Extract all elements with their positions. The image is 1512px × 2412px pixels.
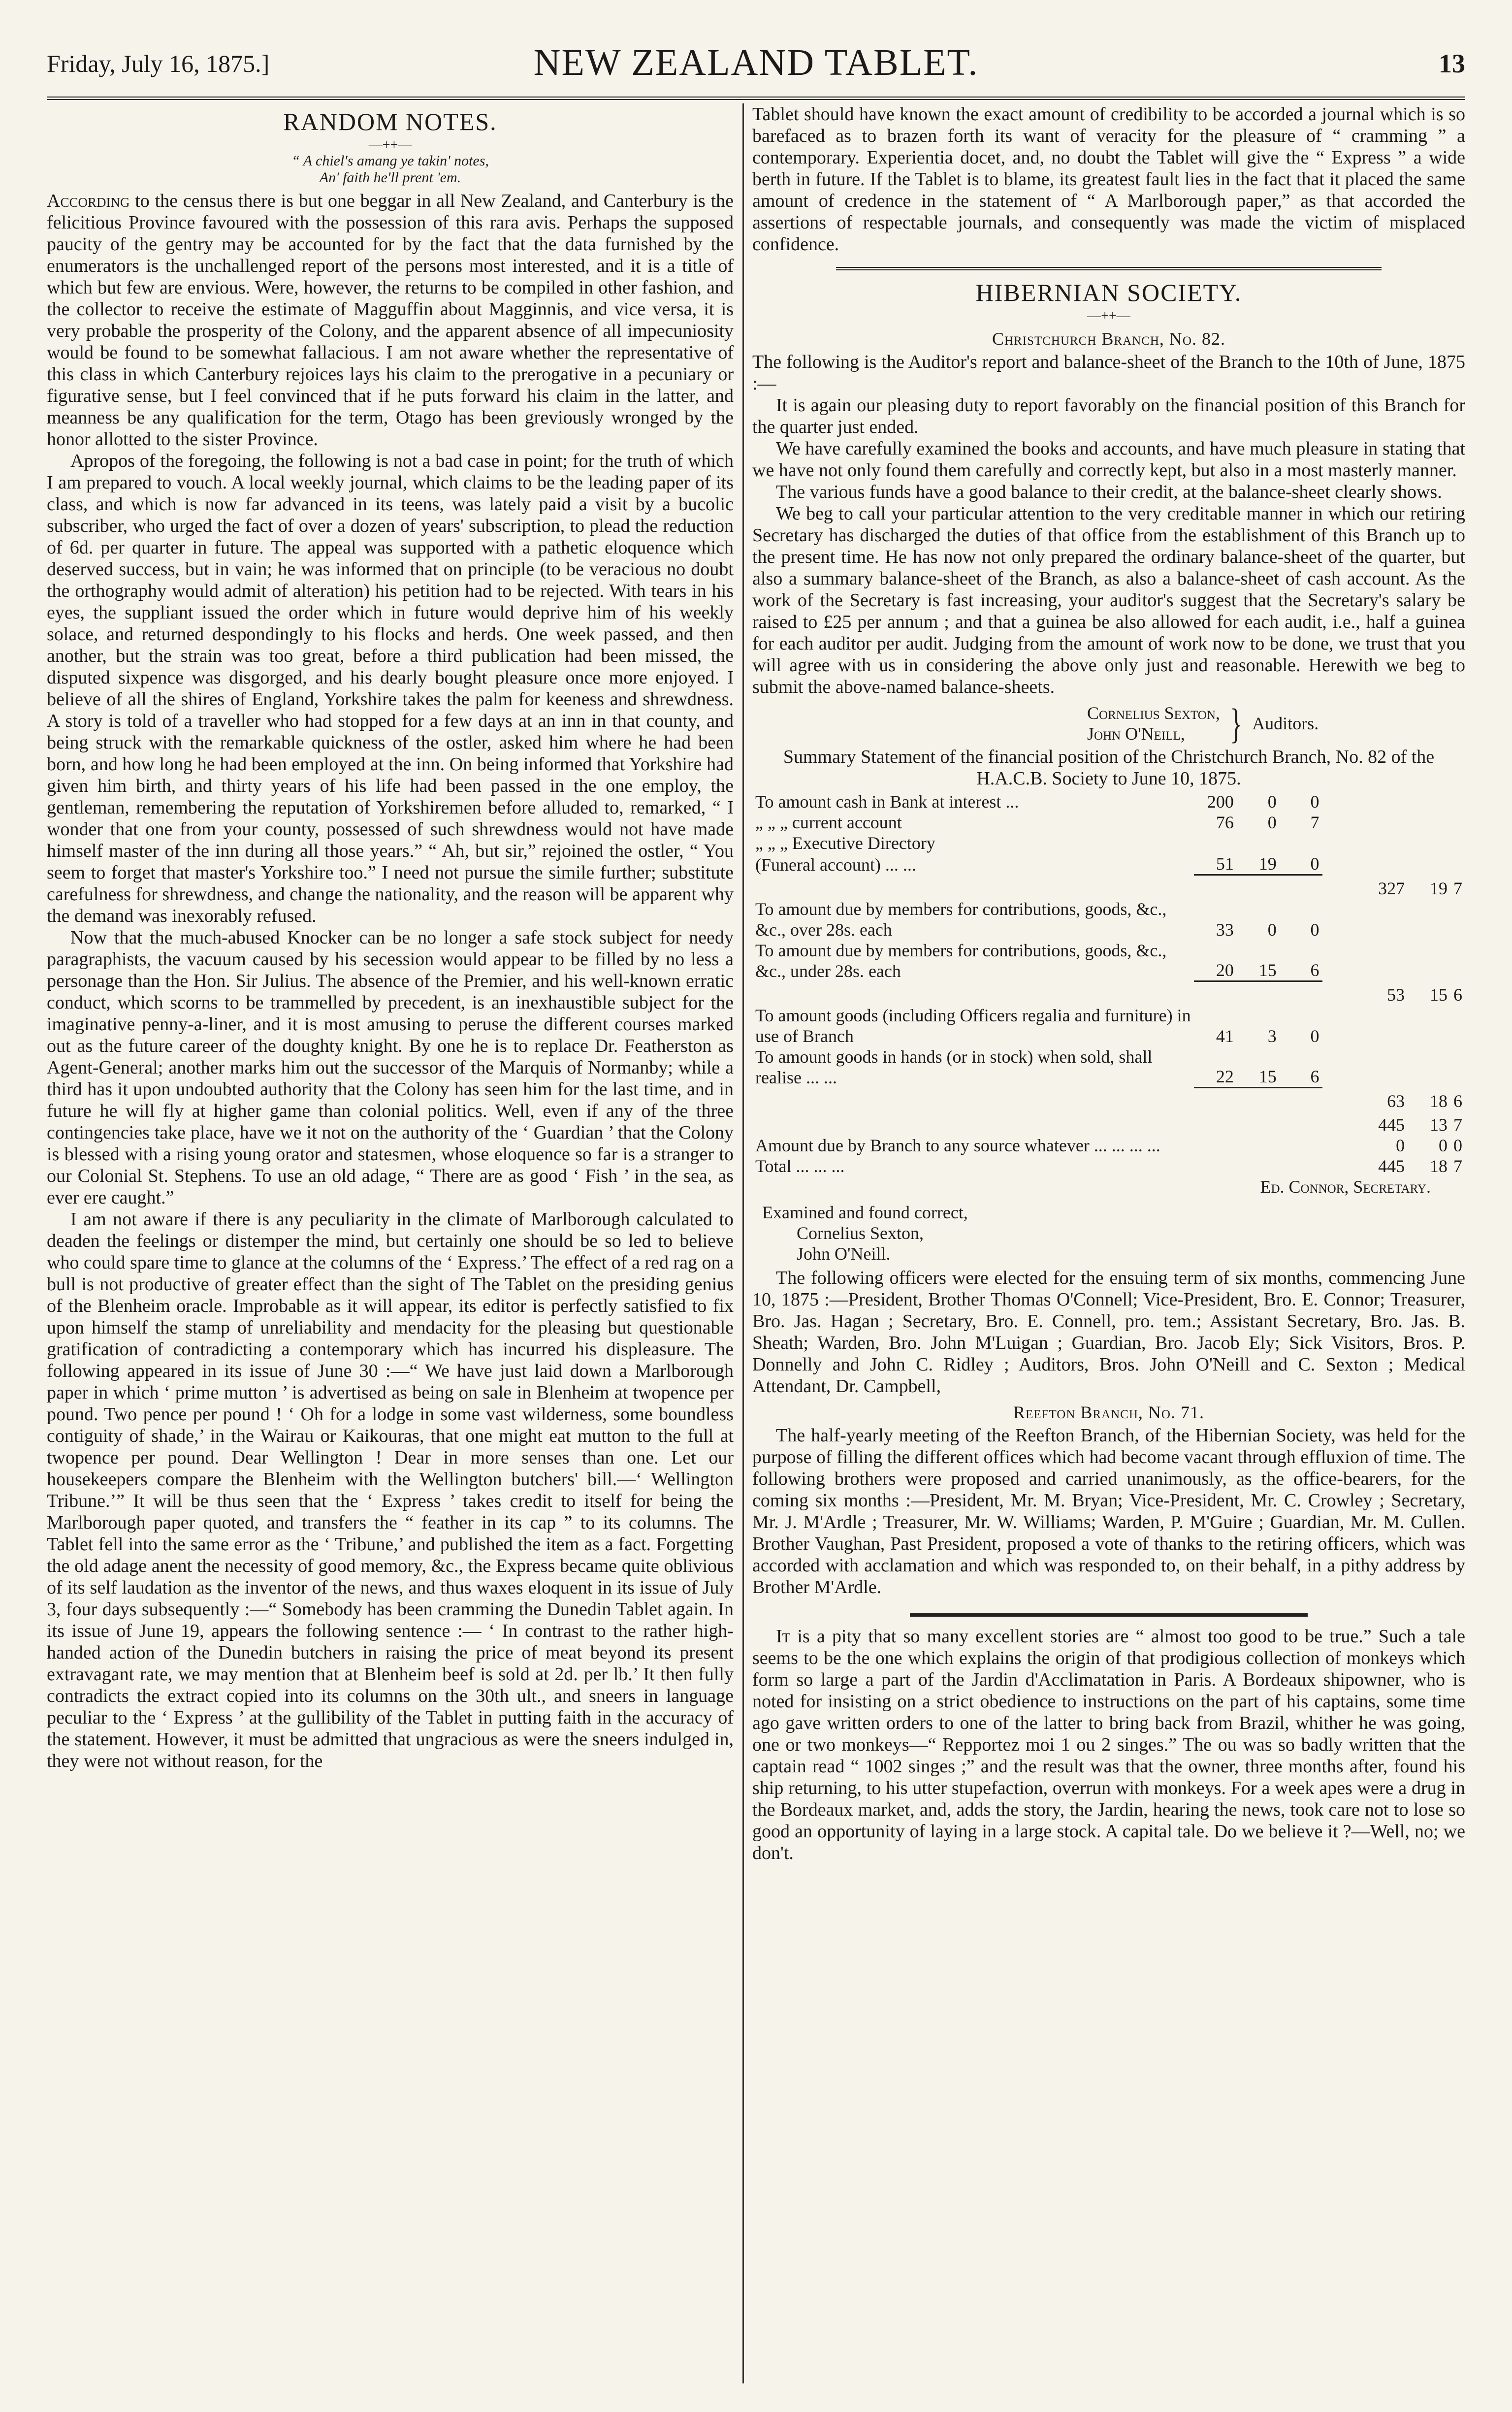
cell-shillings: 15 <box>1237 940 1280 981</box>
issue-date: Friday, July 16, 1875.] <box>47 50 270 77</box>
cell-total-pounds: 445 <box>1378 1156 1405 1176</box>
cell-total-pence <box>1450 899 1465 940</box>
left-column <box>47 103 734 2383</box>
cell-total-pounds <box>1365 833 1408 853</box>
cell-total-pounds <box>1365 940 1408 981</box>
heading-ornament: —++— <box>1087 308 1130 324</box>
cell-item: (Funeral account) ... ... <box>755 854 916 875</box>
motto <box>47 153 734 186</box>
cell-pence <box>1280 1135 1322 1156</box>
cell-total-pence <box>1450 853 1465 875</box>
cell-item: To amount due by members for contributions, goods, &c., &c., under 28s. each <box>755 940 1167 981</box>
cell-shillings <box>1237 875 1280 899</box>
cell-total-shillings <box>1408 812 1450 833</box>
auditors-signature <box>1087 700 1465 747</box>
cell-total-pence <box>1450 940 1465 981</box>
christchurch-paragraph-4: We beg to call your particular attention to the very creditable manner in which our retiring Secretary has discharged the duties of that office from the establishment of this Branch up to the present time. He has now not only prepared the ordinary balance-sheet of the quarter, but also a summary balance-sheet of the Branch, as also a balance-sheet of cash account. As the work of the Secretary is fast increasing, your auditor's suggest that the Secretary's salary be raised to £25 per annum ; and that a guinea be also allowed for each audit, i.e., half a guinea for each auditor per audit. Judging from the amount of work now to be done, we trust that you will agree with us in considering the above only just and reasonable. Herewith we beg to submit the above-named balance-sheets. <box>752 503 1465 697</box>
cell-pounds <box>1194 1135 1237 1156</box>
table-row <box>752 833 1465 853</box>
random-notes-heading: RANDOM NOTES. <box>283 108 497 135</box>
random-notes-paragraph-1 <box>47 190 734 450</box>
cell-shillings: 0 <box>1267 919 1277 940</box>
cell-pounds: 41 <box>1216 1026 1234 1046</box>
balance-sheet-table <box>752 791 1465 1176</box>
cell-item: To amount goods (including Officers regalia and furniture) in use of Branch <box>755 1005 1191 1046</box>
cell-total-pounds <box>1365 812 1408 833</box>
cell-total-pounds: 53 <box>1387 984 1405 1005</box>
hibernian-heading: HIBERNIAN SOCIETY. <box>975 279 1242 306</box>
cell-total-pounds <box>1365 1005 1408 1046</box>
cell-pence <box>1280 1156 1322 1176</box>
table-row <box>752 1088 1465 1111</box>
cell-shillings <box>1237 1088 1280 1111</box>
cell-pounds <box>1194 875 1237 899</box>
christchurch-paragraph-3: The various funds have a good balance to their credit, at the balance-sheet clearly shows. <box>776 482 1442 502</box>
examined-statement: Examined and found correct, <box>762 1202 968 1222</box>
cell-total-shillings: 0 <box>1438 1135 1448 1155</box>
cell-total-shillings: 13 <box>1429 1114 1448 1135</box>
cell-item: Amount due by Branch to any source whatever ... ... ... ... <box>755 1135 1160 1155</box>
page-number: 13 <box>1439 49 1465 78</box>
cell-shillings <box>1237 1156 1280 1176</box>
cell-total-shillings <box>1408 853 1450 875</box>
table-row <box>752 791 1465 812</box>
cell-gap <box>1322 812 1365 833</box>
cell-gap <box>1322 940 1365 981</box>
heading-ornament: —++— <box>368 137 412 153</box>
table-row <box>752 899 1465 940</box>
cell-pence: 0 <box>1280 853 1322 875</box>
table-row <box>752 853 1465 875</box>
cell-pence <box>1280 1088 1322 1111</box>
christchurch-officers: The following officers were elected for the ensuing term of six months, commencing June 10, 1875 :—President, Brother Thomas O'Connell; Vice-President, Bro. E. Connor; Treasurer, Bro. Jas. Hagan ; Secretary, Bro. E. Connell, pro. tem.; Assistant Secretary, Bro. Jas. B. Sheath; Warden, Bro. John M'Luigan ; Guardian, Bro. Jacob Ely; Sick Visitors, Bros. P. Donnelly and John C. Ridley ; Auditors, Bros. John O'Neill and C. Sexton ; Medical Attendant, Dr. Campbell, <box>752 1267 1465 1397</box>
motto-line-2: An' faith he'll prent 'em. <box>319 169 461 186</box>
cell-total-shillings: 15 <box>1429 984 1448 1005</box>
cell-pounds: 20 <box>1194 940 1237 981</box>
newspaper-title: NEW ZEALAND TABLET. <box>533 42 979 83</box>
brace-glyph: } <box>1230 700 1242 747</box>
cell-total-pence <box>1450 1005 1465 1046</box>
random-notes-paragraph-4: I am not aware if there is any peculiarity in the climate of Marlborough calculated to deaden the feelings or distemper the mind, but certainly one should be so led to believe who could spare time to glance at the columns of the ‘ Express.’ The effect of a red rag on a bull is not productive of greater effect than the sight of The Tablet on the presiding genius of the Blenheim oracle. Improbable as it will appear, its editor is perfectly satisfied to fix upon himself the stamp of unreliability and mendacity for the pleasing but questionable gratification of contradicting a contemporary which has incurred his displeasure. The following appeared in its issue of June 30 :—“ We have just laid down a Marlborough paper in which ‘ prime mutton ’ is advertised as being on sale in Blenheim at twopence per pound. Two pence per pound ! ‘ Oh for a lodge in some vast wilderness, some boundless contiguity of shade,’ in the Wairau or Kaikouras, that one might eat mutton to the full at twopence per pound. Dear Wellington ! Dear in more senses than one. Let our housekeepers compare the Blenheim with the Wellington butchers' bill.—‘ Wellington Tribune.’” It will be thus seen that the ‘ Express ’ takes credit to itself for being the Marlborough paper quoted, and transfers the “ feather in its cap ” to its columns. The Tablet fell into the same error as the ‘ Tribune,’ and published the item as a fact. Forgetting the old adage anent the necessity of good memory, &c., the Express became quite oblivious of its self laudation as the inventor of the news, and thus waxes eloquent in its issue of July 3, four days subsequently :—“ Somebody has been cramming the Dunedin Tablet again. In its issue of June 19, appears the following sentence :— ‘ In contrast to the rather high-handed action of the Dunedin butchers in raising the price of meat beyond its present extravagant rate, we may mention that at Blenheim beef is sold at 2d. per lb.’ It then fully contradicts the extract copied into its columns on the 30th ult., and sneers in language peculiar to the ‘ Express ’ at the gullibility of the Tablet in putting faith in the accuracy of the statement. However, it must be admitted that ungracious as were the sneers indulged in, they were not without reason, for the <box>47 1209 734 1771</box>
cell-shillings <box>1237 981 1280 1005</box>
section-rule <box>836 267 1382 272</box>
cell-pence <box>1280 981 1322 1005</box>
table-row <box>752 812 1465 833</box>
cell-total-pounds: 327 <box>1378 878 1405 898</box>
table-row <box>752 981 1465 1005</box>
section-rule <box>910 1613 1308 1617</box>
christchurch-intro: The following is the Auditor's report and balance-sheet of the Branch to the 10th of June, 1875 :— <box>752 352 1465 394</box>
christchurch-subheading: Christchurch Branch, No. 82. <box>992 329 1225 349</box>
auditor-1: Cornelius Sexton, <box>1087 703 1220 723</box>
cell-pence <box>1280 875 1322 899</box>
cell-shillings <box>1237 1111 1280 1135</box>
cell-total-pence: 7 <box>1453 1156 1462 1176</box>
cell-total-pence: 7 <box>1453 1114 1462 1135</box>
cell-gap <box>1322 875 1365 899</box>
cell-item: „ „ „ current account <box>755 813 902 832</box>
cell-pounds: 33 <box>1216 919 1234 940</box>
cell-pounds: 51 <box>1194 853 1237 875</box>
cell-total-pounds <box>1365 853 1408 875</box>
cell-pence: 6 <box>1280 940 1322 981</box>
christchurch-paragraph-1: It is again our pleasing duty to report favorably on the financial position of this Branch for the quarter just ended. <box>752 395 1465 437</box>
cell-shillings: 19 <box>1237 853 1280 875</box>
cell-total-shillings <box>1408 940 1450 981</box>
cell-item <box>752 981 1194 1005</box>
paragraph-text: is a pity that so many excellent stories are “ almost too good to be true.” Such a tale seems to be the one which explains the origin of that prodigious collection of monkeys which form so large a part of the Jardin d'Acclimatation in Paris. A Bordeaux shipowner, who is noted for insisting on a strict obedience to instructions on the part of his captains, some time ago gave written orders to one of the latter to bring back from Brazil, whither he was going, one or two monkeys—“ Repportez moi 1 ou 2 singes.” The ou was so badly written that the captain read “ 1002 singes ;” and the result was that the owner, three months after, found his ship returning, to his utter stupefaction, overrun with monkeys. For a week apes were a drug in the Bordeaux market, and, adds the story, the Jardin, hearing the news, took care not to lose so good an opportunity of laying in a large stock. A capital tale. Do we believe it ?—Well, no; we don't. <box>752 1626 1465 1863</box>
table-row <box>752 1005 1465 1046</box>
cell-pounds: 200 <box>1207 792 1234 812</box>
cell-total-shillings <box>1408 1005 1450 1046</box>
random-notes-paragraph-2: Apropos of the foregoing, the following is not a bad case in point; for the truth of which I am prepared to vouch. A local weekly journal, which claims to be the leading paper of its class, and which is now far advanced in its teens, was lately paid a visit by a bucolic subscriber, who urged the fact of over a dozen of years' subscription, to plead the reduction of 6d. per quarter in future. The appeal was supported with a pathetic eloquence which deserved success, but in vain; he was informed that on principle (to be veracious no doubt the orthography would admit of alteration) his petition had to be rejected. With tears in his eyes, the suppliant issued the order which in future would deprive him of his weekly solace, and returned despondingly to his flocks and herds. One week passed, and then another, but the strain was too great, before a third publication had been missed, the disputed sixpence was disgorged, and his dearly bought pleasure once more enjoyed. I believe of all the shires of England, Yorkshire takes the palm for keeness and shrewdness. A story is told of a traveller who had stopped for a few days at an inn in that county, and being struck with the remarkable quickness of the ostler, asked him where he had been born, and how long he had been employed at the inn. On being informed that Yorkshire had given him birth, and thirty years of his life had been passed in the one employ, the gentleman, remembering the reputation of Yorkshiremen before alluded to, remarked, “ I wonder that one from your county, possessed of such shrewdness would not have made himself master of the inn during all those years.” “ Ah, but sir,” rejoined the ostler, “ You seem to forget that master's Yorkshire too.” I need not pursue the simile further; substitute carefulness for shrewdness, and change the nationality, and the reason will be apparent why the demand was inexorably refused. <box>47 451 734 926</box>
cell-item: Total ... ... ... <box>755 1156 845 1176</box>
column-divider <box>742 103 744 2383</box>
cell-shillings <box>1237 833 1280 853</box>
cell-total-pence: 6 <box>1453 1091 1462 1111</box>
reefton-subheading: Reefton Branch, No. 71. <box>1013 1402 1204 1422</box>
cell-pounds <box>1194 1111 1237 1135</box>
cell-total-shillings <box>1408 791 1450 812</box>
cell-total-shillings: 19 <box>1429 878 1448 898</box>
cell-total-pounds: 445 <box>1378 1114 1405 1135</box>
cell-total-shillings: 18 <box>1429 1156 1448 1176</box>
cell-shillings: 0 <box>1267 792 1277 812</box>
cell-item: To amount goods in hands (or in stock) when sold, shall realise ... ... <box>755 1046 1153 1087</box>
examined-block <box>762 1202 1465 1264</box>
cell-pence <box>1280 1111 1322 1135</box>
auditor-names <box>1087 703 1220 744</box>
random-notes-paragraph-5: Tablet should have known the exact amount of credibility to be accorded a journal which is so barefaced as to brazen forth its want of veracity for the pleasure of “ cramming ” a contemporary. Experientia docet, and, no doubt the Tablet will give the “ Express ” a wide berth in future. If the Tablet is to blame, its greatest fault lies in the fact that it placed the same amount of credence in the statement of “ A Marlborough paper,” as that accorded the assertions of respectable journals, and consequently was made the victim of misplaced confidence. <box>752 104 1465 255</box>
cell-total-pence <box>1450 1046 1465 1088</box>
cell-pence: 0 <box>1310 919 1319 940</box>
cell-gap <box>1322 1005 1365 1046</box>
cell-shillings: 15 <box>1237 1046 1280 1088</box>
cell-gap <box>1322 1088 1365 1111</box>
cell-total-pounds <box>1365 899 1408 940</box>
table-row <box>752 1046 1465 1088</box>
cell-shillings <box>1237 1135 1280 1156</box>
cell-total-pounds <box>1365 1046 1408 1088</box>
cell-gap <box>1322 791 1365 812</box>
monkeys-paragraph <box>752 1626 1465 1864</box>
cell-total-pence <box>1450 833 1465 853</box>
cell-total-pence: 0 <box>1453 1135 1462 1155</box>
cell-pounds <box>1194 1156 1237 1176</box>
motto-line-1: “ A chiel's amang ye takin' notes, <box>291 153 489 169</box>
cell-shillings: 0 <box>1267 813 1277 832</box>
drop-lead: According <box>47 191 130 211</box>
cell-pounds <box>1194 981 1237 1005</box>
masthead-rule <box>47 97 1465 103</box>
cell-pence <box>1280 833 1322 853</box>
cell-pounds <box>1194 1088 1237 1111</box>
table-row <box>752 875 1465 899</box>
cell-pence: 0 <box>1310 792 1319 812</box>
examiner-2: John O'Neill. <box>797 1243 891 1264</box>
cell-gap <box>1322 1156 1365 1176</box>
cell-shillings: 3 <box>1267 1026 1277 1046</box>
cell-pounds <box>1194 833 1237 853</box>
cell-item: To amount due by members for contributions, goods, &c., &c., over 28s. each <box>755 899 1167 940</box>
cell-total-pounds <box>1365 791 1408 812</box>
cell-total-pence <box>1450 812 1465 833</box>
masthead <box>47 39 1465 94</box>
auditors-label: Auditors. <box>1252 714 1319 733</box>
cell-item <box>752 875 1194 899</box>
reefton-paragraph: The half-yearly meeting of the Reefton Branch, of the Hibernian Society, was held for the purpose of filling the different offices which had become vacant through effluxion of time. The following brothers were proposed and carried unanimously, as the office-bearers, for the coming six months :—President, Mr. M. Bryan; Vice-President, Mr. C. Crowley ; Secretary, Mr. J. M'Ardle ; Treasurer, Mr. W. Williams; Warden, P. M'Guire ; Guardian, Mr. M. Cullen. Brother Vaughan, Past President, proposed a vote of thanks to the retiring officers, which was accorded with acclamation and which was responded to, on their behalf, in a pithy address by Brother M'Ardle. <box>752 1425 1465 1597</box>
table-row <box>752 1135 1465 1156</box>
cell-item <box>752 1111 1194 1135</box>
auditor-2: John O'Neill, <box>1087 724 1185 744</box>
cell-pence: 6 <box>1280 1046 1322 1088</box>
cell-pence: 7 <box>1310 813 1319 832</box>
table-row <box>752 940 1465 981</box>
cell-item: „ „ „ Executive Directory <box>755 833 935 853</box>
random-notes-paragraph-3: Now that the much-abused Knocker can be no longer a safe stock subject for needy paragraphists, the vacuum caused by his secession would appear to be filled by no less a personage than the Hon. Sir Julius. The absence of the Premier, and his well-known erratic conduct, which scorns to be trammelled by precedent, is an inexhaustible subject for the imaginative penny-a-liner, and it is most amusing to peruse the different courses marked out as the future career of the doughty knight. By one he is to replace Dr. Featherston as Agent-General; another marks him out the successor of the Marquis of Normanby; while a third has it upon undoubted authority that the Colony has seen him for the last time, and in future he will fly at higher game than colonial politics. Well, even if any of the three contingencies take place, have we it not on the authority of the ‘ Guardian ’ that the Colony is blessed with a rising young orator and statesmen, whose eloquence so far is a stranger to our Colonial St. Stephens. To use an old adage, “ There are as good ‘ Fish ’ in the sea, as ever ere caught.” <box>47 927 734 1208</box>
cell-total-pounds: 0 <box>1396 1135 1405 1155</box>
cell-gap <box>1322 1135 1365 1156</box>
cell-gap <box>1322 1111 1365 1135</box>
cell-gap <box>1322 1046 1365 1088</box>
table-row <box>752 1111 1465 1135</box>
cell-pounds: 76 <box>1216 813 1234 832</box>
cell-total-shillings <box>1408 1046 1450 1088</box>
secretary-signature: Ed. Connor, Secretary. <box>1260 1176 1431 1197</box>
cell-total-pence: 7 <box>1453 878 1462 898</box>
right-column <box>752 103 1465 2383</box>
cell-gap <box>1322 853 1365 875</box>
drop-lead: It <box>776 1626 791 1647</box>
cell-pence: 0 <box>1310 1026 1319 1046</box>
christchurch-paragraph-2: We have carefully examined the books and accounts, and have much pleasure in stating that we have not only found them carefully and correctly kept, but also in a most masterly manner. <box>752 438 1465 481</box>
examiner-1: Cornelius Sexton, <box>797 1223 924 1243</box>
cell-gap <box>1322 981 1365 1005</box>
cell-item <box>752 1088 1194 1111</box>
cell-pounds: 22 <box>1194 1046 1237 1088</box>
cell-item: To amount cash in Bank at interest ... <box>755 792 1019 812</box>
summary-title: Summary Statement of the financial position of the Christchurch Branch, No. 82 of the H.A.C.B. Society to June 10, 1875. <box>783 747 1435 789</box>
cell-total-pence: 6 <box>1453 984 1462 1005</box>
cell-gap <box>1322 833 1365 853</box>
paragraph-text: to the census there is but one beggar in all New Zealand, and Canterbury is the felicitious Province favoured with the possession of this rara avis. Perhaps the supposed paucity of the gentry may be accounted for by the fact that the data furnished by the enumerators is the unchallenged report of the persons most interested, and it is a title of which but few are envious. Were, however, the returns to be compiled in other fashion, and the collector to receive the estimate of Magguffin about Magginnis, and vice versa, it is very probable the prosperity of the Colony, and the apparent absence of all impecuniosity would be found to be somewhat fallacious. I am not aware whether the representative of this class in which Canterbury rejoices lays his claim to the prerogative in a pecuniary or figurative sense, but I feel convinced that if he puts forward his claim in the latter, and meanness be any qualification for the term, Otago has been greviously wronged by the honor allotted to the sister Province. <box>47 191 734 450</box>
cell-total-pounds: 63 <box>1387 1091 1405 1111</box>
cell-total-pence <box>1450 791 1465 812</box>
cell-gap <box>1322 899 1365 940</box>
cell-total-shillings <box>1408 833 1450 853</box>
cell-total-shillings: 18 <box>1429 1091 1448 1111</box>
cell-total-shillings <box>1408 899 1450 940</box>
table-row <box>752 1156 1465 1176</box>
